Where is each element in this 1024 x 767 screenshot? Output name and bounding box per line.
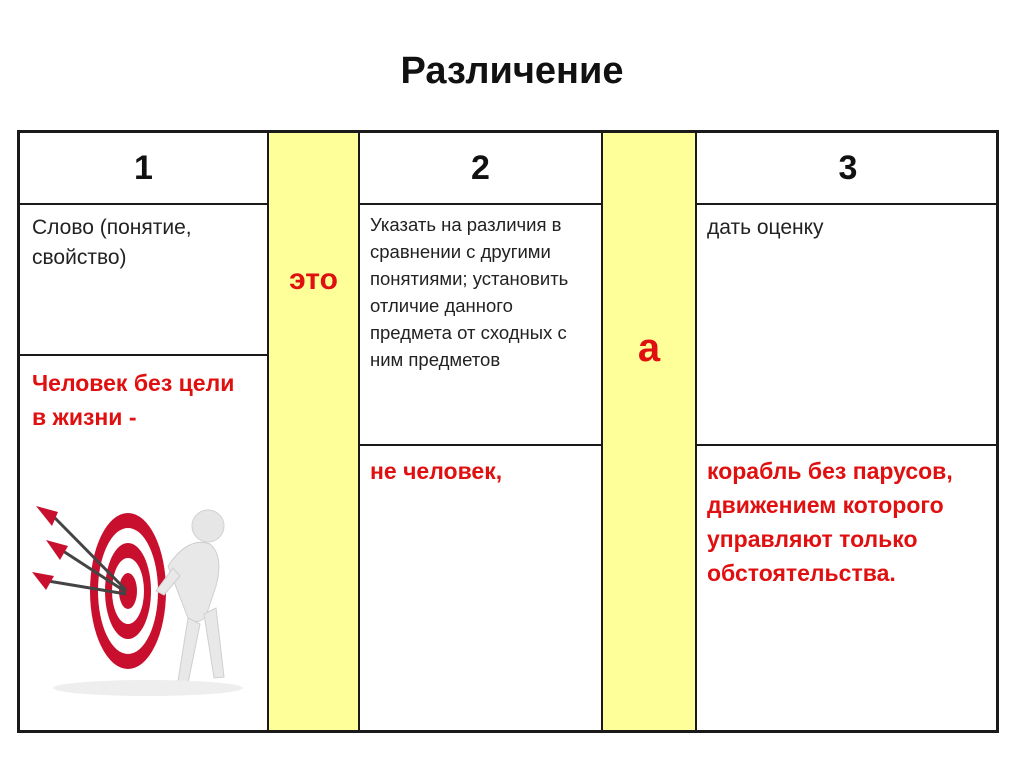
- column-1-definition-cell: [20, 205, 267, 356]
- column-3-definition: дать оценку: [707, 216, 824, 239]
- column-2-number: 2: [360, 133, 601, 205]
- column-1: [20, 133, 269, 730]
- column-1-example-cell: [20, 356, 267, 730]
- column-1-example: Человек без цели в жизни -: [32, 370, 235, 430]
- column-3-number: 3: [697, 133, 999, 205]
- column-2-example: не человек,: [370, 458, 503, 484]
- connector-word-1: это: [289, 263, 338, 296]
- column-2: [360, 133, 603, 730]
- comparison-table: [17, 130, 999, 733]
- column-2-example-cell: [360, 446, 601, 730]
- page-title: Различение: [400, 50, 624, 92]
- column-3-example-cell: [697, 446, 999, 730]
- target-arrows-person-icon: [28, 496, 258, 706]
- connector-column-2: [603, 133, 697, 730]
- connector-column-1: [269, 133, 360, 730]
- column-3: [697, 133, 999, 730]
- column-3-definition-cell: [697, 205, 999, 446]
- column-1-definition: Слово (понятие, свойство): [32, 216, 192, 269]
- column-2-definition-cell: [360, 205, 601, 446]
- column-2-definition: Указать на различия в сравнении с другими понятиями; установить отличие данного предмета от сходных с ним предметов: [370, 214, 569, 370]
- column-3-example: корабль без парусов, движением которого управляют только обстоятельства.: [707, 458, 953, 586]
- connector-word-2: а: [637, 326, 661, 370]
- column-1-number: 1: [20, 133, 267, 205]
